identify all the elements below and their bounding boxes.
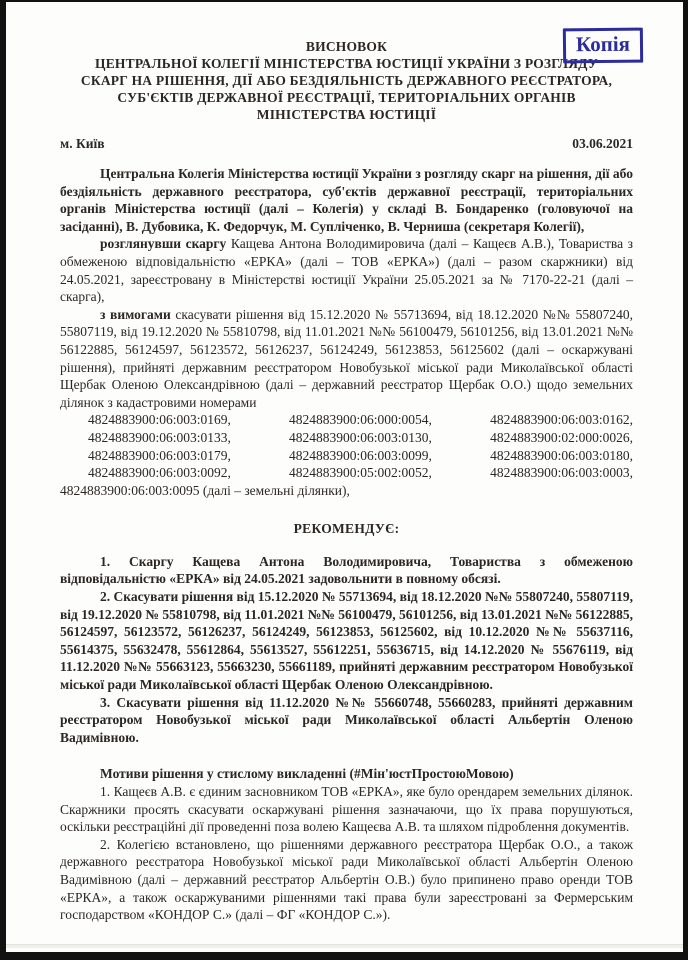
recommendation-item-3: 3. Скасувати рішення від 11.12.2020 №№ 55660748, 55660283, прийняті державним реєстратором Новобузької міської ради Миколаївської області Альбертін Оленою Вадимівною. [60, 694, 633, 745]
intro-p2-rest: Кащева Антона Володимировича (далі – Кащеєв А.В.), Товариства з обмеженою відповідальністю «ЕРКА» (далі – ТОВ «ЕРКА») (далі – разом скаржники) від 24.05.2021, зареєстровану в Міністерстві юстиції України 25.05.2021 за № 7170-22-21 (далі – скарга), [60, 236, 633, 305]
cadastral-number: 4824883900:06:003:0092, [88, 465, 231, 481]
cadastral-number: 4824883900:06:000:0054, [289, 412, 432, 428]
intro-paragraph-3 [60, 306, 633, 412]
cadastral-number: 4824883900:05:002:0052, [289, 465, 432, 481]
cadastral-number: 4824883900:06:003:0003, [490, 465, 633, 481]
recommendation-item-1: 1. Скаргу Кащева Антона Володимировича, Товариства з обмеженою відповідальністю «ЕРКА» від 24.05.2021 задовольнити в повному обсязі. [60, 553, 633, 587]
recommends-heading: РЕКОМЕНДУЄ: [293, 521, 400, 537]
document-title [60, 38, 633, 123]
date-label: 03.06.2021 [572, 136, 633, 151]
cadastral-number: 4824883900:06:003:0180, [490, 447, 633, 463]
cadastral-row [60, 429, 633, 447]
cadastral-number: 4824883900:06:003:0162, [490, 412, 633, 428]
title-line-4: СУБ'ЄКТІВ ДЕРЖАВНОЇ РЕЄСТРАЦІЇ, ТЕРИТОРІАЛЬНИХ ОРГАНІВ [117, 90, 576, 105]
intro-p2-lead: розглянувши скаргу [100, 236, 227, 252]
cadastral-number: 4824883900:06:003:0133, [88, 429, 231, 445]
document-page [6, 2, 683, 952]
cadastral-row [60, 464, 633, 482]
motives-heading: Мотиви рішення у стислому викладенні (#Мін'юстПростоюМовою) [100, 766, 514, 782]
document-body [60, 165, 633, 924]
title-line-5: МІНІСТЕРСТВА ЮСТИЦІЇ [256, 107, 437, 122]
cadastral-last-line: 4824883900:06:003:0095 (далі – земельні ділянки), [60, 482, 350, 498]
title-line-3: СКАРГ НА РІШЕННЯ, ДІЇ АБО БЕЗДІЯЛЬНІСТЬ ДЕРЖАВНОГО РЕЄСТРАТОРА, [80, 73, 613, 88]
intro-paragraph-2 [60, 235, 633, 305]
intro-p3-rest: скасувати рішення від 15.12.2020 № 55713694, від 18.12.2020 №№ 55807240, 55807119, від 19.12.2020 № 55810798, від 11.01.2021 №№ 56100479, 56101256, від 13.01.2021 №№ 56122885, 56124597, 56123572, 56126237, 56124249, 56123853, 56125602 (далі – оскаржувані рішення), прийняті державним реєстратором Новобузької міської ради Миколаївської області Щербак Оленою Олександрівною (далі – державний реєстратор Щербак О.О.) щодо земельних ділянок з кадастровими номерами [60, 306, 633, 410]
title-line-2: ЦЕНТРАЛЬНОЇ КОЛЕГІЇ МІНІСТЕРСТВА ЮСТИЦІЇ УКРАЇНИ З РОЗГЛЯДУ [95, 56, 598, 71]
copy-stamp-label: Копія [575, 31, 631, 57]
intro-paragraph-1: Центральна Колегія Міністерства юстиції України з розгляду скарг на рішення, дії або бездіяльність державного реєстратора, суб'єктів державної реєстрації, територіальних органів Міністерства юстиції (далі – Колегія) у складі В. Бондаренко (головуючої на засіданні), В. Дубовика, К. Федорчук, М. Супліченко, В. Черниша (секретаря Колегії), [60, 166, 633, 234]
motives-paragraph-1: 1. Кащеєв А.В. є єдиним засновником ТОВ «ЕРКА», яке було орендарем земельних ділянок. Скаржники просять скасувати оскаржувані рішення зазначаючи, що їх права порушуються, оскільки реєстраційні дії проведенні поза волею Кащеєва А.В. та шляхом підроблення документів. [60, 784, 633, 835]
cadastral-number: 4824883900:06:003:0130, [289, 429, 432, 445]
place-date-row [60, 136, 633, 152]
copy-stamp [563, 28, 643, 64]
title-line-1: ВИСНОВОК [305, 39, 388, 54]
intro-p3-lead: з вимогами [100, 306, 171, 322]
cadastral-numbers-block [60, 411, 633, 499]
scan-bottom-rule [6, 944, 683, 948]
place-label: м. Київ [60, 136, 105, 151]
cadastral-number: 4824883900:06:003:0179, [88, 447, 231, 463]
recommendation-item-2: 2. Скасувати рішення від 15.12.2020 № 55713694, від 18.12.2020 №№ 55807240, 55807119, від 19.12.2020 № 55810798, від 11.01.2021 №№ 56100479, 56101256, від 13.01.2021 №№ 56122885, 56124597, 56123572, 56126237, 56124249, 56123853, 56125602, від 10.12.2020 №№ 55637116, 55614375, 55632478, 55612864, 55613527, 55612251, 55636715, від 14.12.2020 № 55676119, від 11.12.2020 №№ 55663123, 55663230, 55661189, прийняті державним реєстратором Новобузької міської ради Миколаївської області Щербак Оленою Олександрівною. [60, 589, 633, 693]
motives-paragraph-2: 2. Колегією встановлено, що рішеннями державного реєстратора Щербак О.О., а також державного реєстратора Новобузької міської ради Миколаївської області Альбертін Оленою Вадимівною (далі – державний реєстратор Альбертін О.В.) було припинено право оренди ТОВ «ЕРКА», а також оскаржуваними рішеннями такі права були зареєстровані за Фермерським господарством «КОНДОР С.» (далі – ФГ «КОНДОР С.»). [60, 836, 633, 923]
cadastral-row [60, 447, 633, 465]
cadastral-row [60, 411, 633, 429]
cadastral-number: 4824883900:06:003:0099, [289, 447, 432, 463]
cadastral-number: 4824883900:06:003:0169, [88, 412, 231, 428]
cadastral-number: 4824883900:02:000:0026, [490, 429, 633, 445]
